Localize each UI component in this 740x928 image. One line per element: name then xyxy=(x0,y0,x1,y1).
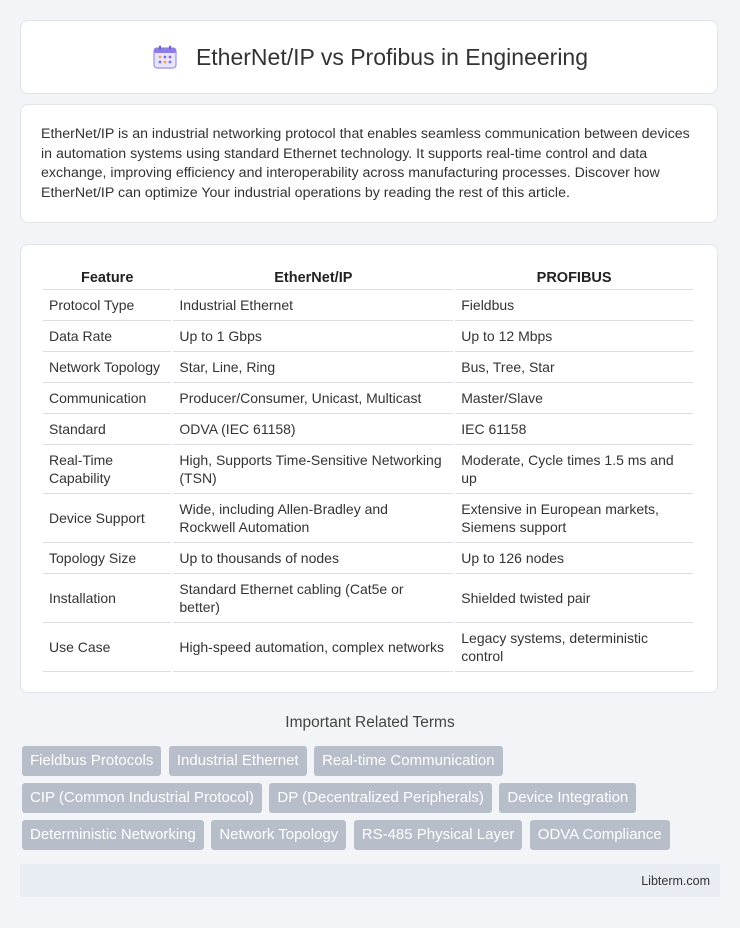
feature-cell: Communication xyxy=(43,383,171,414)
table-row xyxy=(43,543,693,574)
feature-cell: Data Rate xyxy=(43,321,171,352)
title-wrap xyxy=(150,42,588,72)
ethernet-ip-cell: Up to thousands of nodes xyxy=(173,543,453,574)
feature-cell: Device Support xyxy=(43,494,171,543)
ethernet-ip-cell: Wide, including Allen-Bradley and Rockwell Automation xyxy=(173,494,453,543)
profibus-cell: IEC 61158 xyxy=(455,414,693,445)
intro-card xyxy=(20,104,718,223)
header-ethernet-ip: EtherNet/IP xyxy=(173,265,453,290)
profibus-cell: Legacy systems, deterministic control xyxy=(455,623,693,672)
table-row xyxy=(43,290,693,321)
table-row xyxy=(43,414,693,445)
table-row xyxy=(43,445,693,494)
table-row xyxy=(43,352,693,383)
feature-cell: Standard xyxy=(43,414,171,445)
ethernet-ip-cell: High-speed automation, complex networks xyxy=(173,623,453,672)
ethernet-ip-cell: Producer/Consumer, Unicast, Multicast xyxy=(173,383,453,414)
profibus-cell: Extensive in European markets, Siemens support xyxy=(455,494,693,543)
feature-cell: Protocol Type xyxy=(43,290,171,321)
table-row xyxy=(43,574,693,623)
tag-network-topology[interactable]: Network Topology xyxy=(211,820,346,850)
page-title: EtherNet/IP vs Profibus in Engineering xyxy=(195,43,589,70)
ethernet-ip-cell: Star, Line, Ring xyxy=(173,352,453,383)
ethernet-ip-cell: ODVA (IEC 61158) xyxy=(173,414,453,445)
header-profibus: PROFIBUS xyxy=(455,265,693,290)
feature-cell: Topology Size xyxy=(43,543,171,574)
table-row xyxy=(43,321,693,352)
footer xyxy=(20,864,720,897)
tag-device-integration[interactable]: Device Integration xyxy=(499,783,636,813)
table-row xyxy=(43,383,693,414)
tag-deterministic-networking[interactable]: Deterministic Networking xyxy=(22,820,204,850)
comparison-table xyxy=(41,265,695,672)
tag-real-time-communication[interactable]: Real-time Communication xyxy=(314,746,503,776)
feature-cell: Installation xyxy=(43,574,171,623)
table-row xyxy=(43,623,693,672)
profibus-cell: Bus, Tree, Star xyxy=(455,352,693,383)
title-card xyxy=(20,20,718,94)
related-terms-tags xyxy=(22,746,722,857)
ethernet-ip-cell: Industrial Ethernet xyxy=(173,290,453,321)
table-header-row xyxy=(43,265,693,290)
profibus-cell: Up to 126 nodes xyxy=(455,543,693,574)
profibus-cell: Up to 12 Mbps xyxy=(455,321,693,352)
tag-fieldbus-protocols[interactable]: Fieldbus Protocols xyxy=(22,746,161,776)
intro-text: EtherNet/IP is an industrial networking protocol that enables seamless communication between devices in automation systems using standard Ethernet technology. It supports real-time control and data exchange, improving efficiency and interoperability across manufacturing processes. Discover how EtherNet/IP can optimize Your industrial operations by reading the rest of this article. xyxy=(41,126,690,201)
footer-site-link[interactable]: Libterm.com xyxy=(641,873,710,888)
ethernet-ip-cell: Up to 1 Gbps xyxy=(173,321,453,352)
tag-dp[interactable]: DP (Decentralized Peripherals) xyxy=(269,783,491,813)
feature-cell: Real-Time Capability xyxy=(43,445,171,494)
tag-cip[interactable]: CIP (Common Industrial Protocol) xyxy=(22,783,262,813)
comparison-card xyxy=(20,244,718,693)
profibus-cell: Fieldbus xyxy=(455,290,693,321)
ethernet-ip-cell: Standard Ethernet cabling (Cat5e or better) xyxy=(173,574,453,623)
profibus-cell: Shielded twisted pair xyxy=(455,574,693,623)
related-terms-title: Important Related Terms xyxy=(285,714,455,731)
feature-cell: Use Case xyxy=(43,623,171,672)
tag-industrial-ethernet[interactable]: Industrial Ethernet xyxy=(169,746,307,776)
feature-cell: Network Topology xyxy=(43,352,171,383)
profibus-cell: Moderate, Cycle times 1.5 ms and up xyxy=(455,445,693,494)
profibus-cell: Master/Slave xyxy=(455,383,693,414)
header-feature: Feature xyxy=(43,265,171,290)
table-row xyxy=(43,494,693,543)
ethernet-ip-cell: High, Supports Time-Sensitive Networking (TSN) xyxy=(173,445,453,494)
calendar-icon xyxy=(150,42,180,72)
tag-odva-compliance[interactable]: ODVA Compliance xyxy=(530,820,670,850)
tag-rs-485[interactable]: RS-485 Physical Layer xyxy=(354,820,523,850)
